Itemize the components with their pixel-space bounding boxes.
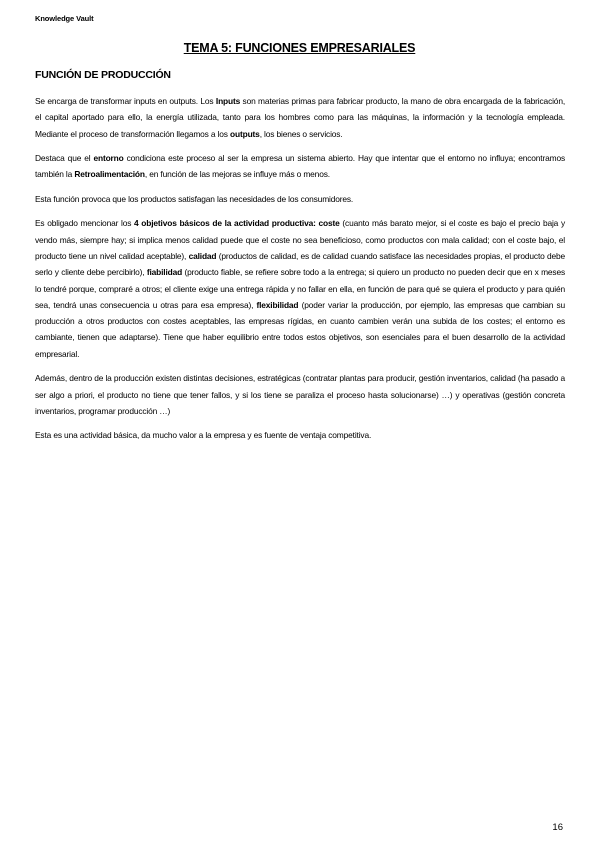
paragraph-text: (cuanto más barato mejor, si el coste es bajo el precio baja y vendo más, siempre hay; si implica menos calidad puede que el coste no sea beneficioso, como productos con mala calidad; con el coste bajo, el producto tiene un nivel calidad aceptable), [35, 218, 565, 261]
paragraph-text: Esta función provoca que los productos satisfagan las necesidades de los consumidores. [35, 193, 354, 204]
paragraph-necesidades [35, 191, 565, 207]
paragraph-text: Se encarga de transformar inputs en outputs. Los [35, 96, 216, 106]
paragraph-decisiones [35, 370, 565, 419]
paragraph-text: , en función de las mejoras se influye más o menos. [144, 169, 330, 180]
paragraph-text: (poder variar la producción, por ejemplo, las empresas que cambian su producción a otros productos con costes aceptables, las empresas rígidas, en cuanto cambien verán una subida de los costes; el entorno es cambiante, tienen que adaptarse). Tiene que haber equilibrio entre todos estos objetivos, son esenciales para el buen desarrollo de la actividad empresarial. [35, 299, 566, 359]
page-title: TEMA 5: FUNCIONES EMPRESARIALES [183, 41, 416, 55]
paragraph-text: , los bienes o servicios. [259, 128, 343, 139]
paragraph-objetivos [35, 215, 565, 362]
section-heading: FUNCIÓN DE PRODUCCIÓN [35, 69, 171, 81]
paragraph-text: son materias primas para fabricar producto, la mano de obra encargada de la fabricación, el capital aportado para ello, la energía utilizada, tanto para los hombres como para las máquinas, la información y la tecnología empleada. Mediante el proceso de transformación llegamos a los [35, 96, 566, 139]
bold-term: outputs [230, 128, 260, 139]
bold-term: fiabilidad [146, 267, 183, 278]
bold-term: entorno [93, 153, 124, 164]
bold-term: Inputs [215, 96, 241, 106]
header-brand: Knowledge Vault [35, 14, 94, 23]
bold-term: flexibilidad [256, 299, 299, 310]
paragraph-text: condiciona este proceso al ser la empresa un sistema abierto. Hay que intentar que el entorno no influya; encontramos también la [35, 153, 565, 180]
page-number: 16 [552, 822, 563, 833]
bold-term: 4 objetivos básicos de la actividad productiva: coste [134, 218, 340, 229]
paragraph-conclusion [35, 427, 565, 443]
body-content [35, 93, 565, 452]
paragraph-text: Destaca que el [35, 153, 94, 164]
paragraph-text: (producto fiable, se refiere sobre todo a la entrega; si quiero un producto no pueden decir que en x meses lo tendré porque, compraré a otros; el cliente exige una entrega rápida y no fallar en ella, en función de para qué se quiera el producto y para quién sea, tendrá unas consecuencia u otras para esa empresa), [35, 267, 565, 310]
bold-term: calidad [188, 250, 217, 261]
paragraph-text: Es obligado mencionar los [35, 218, 135, 229]
paragraph-text: (productos de calidad, es de calidad cuando satisface las necesidades propias, el producto debe serlo y cliente debe percibirlo), [35, 250, 565, 278]
paragraph-entorno [35, 150, 565, 183]
paragraph-text: Además, dentro de la producción existen distintas decisiones, estratégicas (contratar plantas para producir, gestión inventarios, calidad (ha pasado a ser algo a priori, el producto no tiene que tener fallos, y si los tiene se paraliza el proceso hasta solucionarse) …) y operativas (gestión concreta inventarios, programar producción …) [35, 373, 565, 416]
paragraph-inputs-outputs [35, 93, 565, 142]
bold-term: Retroalimentación [74, 169, 145, 180]
paragraph-text: Esta es una actividad básica, da mucho valor a la empresa y es fuente de ventaja competitiva. [35, 430, 372, 441]
